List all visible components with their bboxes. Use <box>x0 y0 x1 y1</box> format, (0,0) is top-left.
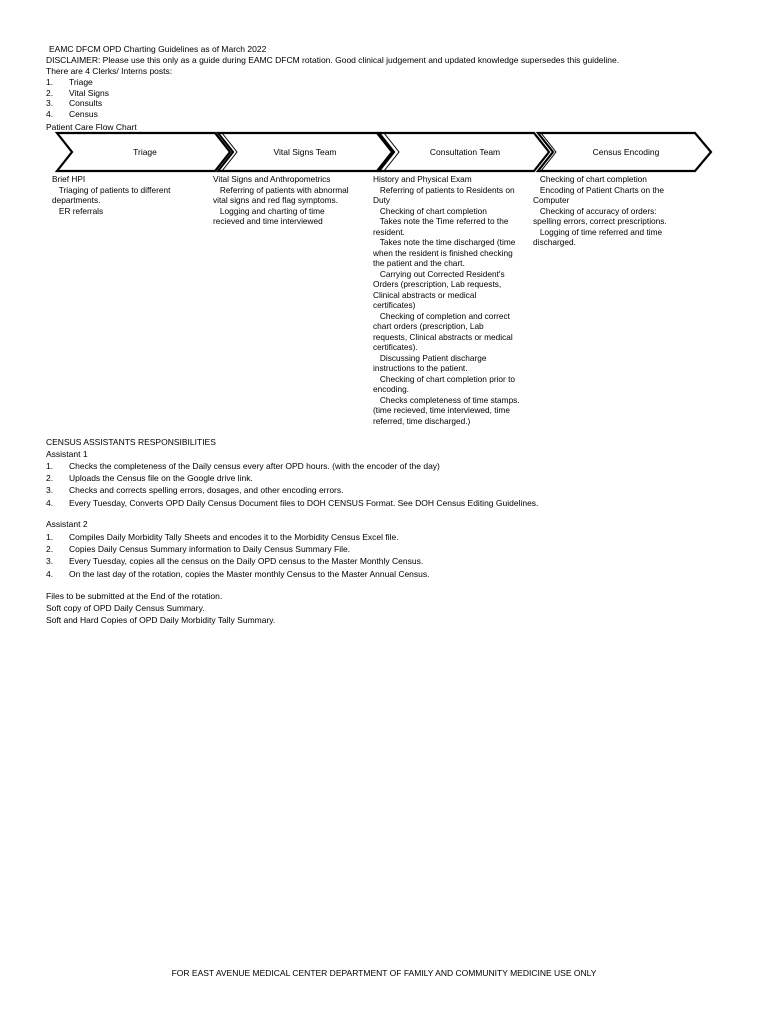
list-item: 4. Census <box>46 108 98 119</box>
census-section-heading: CENSUS ASSISTANTS RESPONSIBILITIES <box>46 437 216 447</box>
consultation-duties <box>373 174 520 426</box>
list-item: Clinical abstracts or medical <box>373 289 477 300</box>
list-item: discharged. <box>533 237 576 247</box>
list-item: Takes note the time discharged (time <box>373 237 516 247</box>
list-item: requests, Clinical abstracts or medical <box>373 331 513 342</box>
vital-signs-duties <box>213 174 349 227</box>
posts-intro: There are 4 Clerks/ Interns posts: <box>46 66 173 76</box>
list-item: Logging and charting of time <box>213 205 325 216</box>
list-item: (time recieved, time interviewed, time <box>373 405 510 415</box>
list-item: spelling errors, correct prescriptions. <box>533 216 667 226</box>
list-item: Discussing Patient discharge <box>373 352 487 363</box>
list-item: certificates) <box>373 300 416 310</box>
list-item: certificates). <box>373 342 418 352</box>
list-item: 4. On the last day of the rotation, copies the Master monthly Census to the Master Annual Census. <box>46 568 430 579</box>
assistant-2-title: Assistant 2 <box>46 519 88 529</box>
list-item: Files to be submitted at the End of the rotation. <box>46 591 223 601</box>
list-item: Referring of patients to Residents on <box>373 184 515 195</box>
list-item: resident. <box>373 226 405 237</box>
assistant-2-list <box>46 531 430 580</box>
list-item: ER referrals <box>52 205 104 216</box>
list-item: Checking of chart completion <box>373 205 487 216</box>
disclaimer: DISCLAIMER: Please use this only as a guide during EAMC DFCM rotation. Good clinical judgement and updated knowledge supersedes this guideline. <box>46 55 620 65</box>
list-item: the patient and the chart. <box>373 258 465 268</box>
list-item: 3. Consults <box>46 98 103 108</box>
list-item: Orders (prescription, Lab requests, <box>373 279 502 289</box>
list-item: 3. Checks and corrects spelling errors, dosages, and other encoding errors. <box>46 485 344 496</box>
flow-step-vital-signs: Vital Signs Team <box>273 147 337 157</box>
list-item: Brief HPI <box>52 174 86 184</box>
page-footer: FOR EAST AVENUE MEDICAL CENTER DEPARTMENT OF FAMILY AND COMMUNITY MEDICINE USE ONLY <box>171 968 597 978</box>
list-item: Referring of patients with abnormal <box>213 184 349 195</box>
assistant-1-list <box>46 460 538 509</box>
patient-care-flow-chart <box>0 0 768 200</box>
flow-step-census-encoding: Census Encoding <box>592 147 660 157</box>
list-item: 2. Vital Signs <box>46 87 110 98</box>
list-item: Encoding of Patient Charts on the <box>533 184 664 195</box>
list-item: Soft copy of OPD Daily Census Summary. <box>46 602 205 613</box>
census-encoding-duties <box>533 174 667 248</box>
list-item: encoding. <box>373 384 409 394</box>
flow-step-consultation: Consultation Team <box>429 147 501 157</box>
list-item: 2. Uploads the Census file on the Google drive link. <box>46 473 253 484</box>
list-item: Duty <box>373 195 391 205</box>
flow-chart-title: Patient Care Flow Chart <box>46 122 137 132</box>
list-item: when the resident is finished checking <box>373 247 513 258</box>
list-item: departments. <box>52 195 101 205</box>
list-item: Carrying out Corrected Resident's <box>373 268 505 279</box>
list-item: Vital Signs and Anthropometrics <box>213 174 331 184</box>
list-item: vital signs and red flag symptoms. <box>213 195 338 205</box>
assistant-1-title: Assistant 1 <box>46 449 88 459</box>
list-item: Checking of chart completion <box>533 174 647 184</box>
list-item: 1. Compiles Daily Morbidity Tally Sheets and encodes it to the Morbidity Census Excel file. <box>46 532 399 542</box>
list-item: Takes note the Time referred to the <box>373 216 509 226</box>
list-item: 1. Triage <box>46 77 93 87</box>
list-item: 1. Checks the completeness of the Daily census every after OPD hours. (with the encoder of the day) <box>46 461 440 471</box>
list-item: referred, time discharged.) <box>373 415 471 426</box>
list-item: Checking of chart completion prior to <box>373 373 516 384</box>
list-item: Triaging of patients to different <box>52 184 171 195</box>
list-item: Soft and Hard Copies of OPD Daily Morbidity Tally Summary. <box>46 614 276 625</box>
list-item: chart orders (prescription, Lab <box>373 321 484 331</box>
list-item: Checking of completion and correct <box>373 310 510 321</box>
list-item: Logging of time referred and time <box>533 226 663 237</box>
files-to-submit <box>46 591 275 626</box>
document-title: EAMC DFCM OPD Charting Guidelines as of March 2022 <box>49 44 267 54</box>
list-item: History and Physical Exam <box>373 174 472 184</box>
flow-step-triage: Triage <box>133 147 157 157</box>
list-item: Checks completeness of time stamps. <box>373 394 520 405</box>
list-item: 3. Every Tuesday, copies all the census on the Daily OPD census to the Master Monthly Census. <box>46 556 424 567</box>
list-item: instructions to the patient. <box>373 363 468 373</box>
list-item: 4. Every Tuesday, Converts OPD Daily Census Document files to DOH CENSUS Format. See DOH Census Editing Guidelines. <box>46 497 539 508</box>
list-item: recieved and time interviewed <box>213 216 323 226</box>
list-item: Checking of accuracy of orders: <box>533 205 657 216</box>
list-item: Computer <box>533 195 570 205</box>
list-item: 2. Copies Daily Census Summary information to Daily Census Summary File. <box>46 544 351 555</box>
triage-duties <box>52 174 170 216</box>
